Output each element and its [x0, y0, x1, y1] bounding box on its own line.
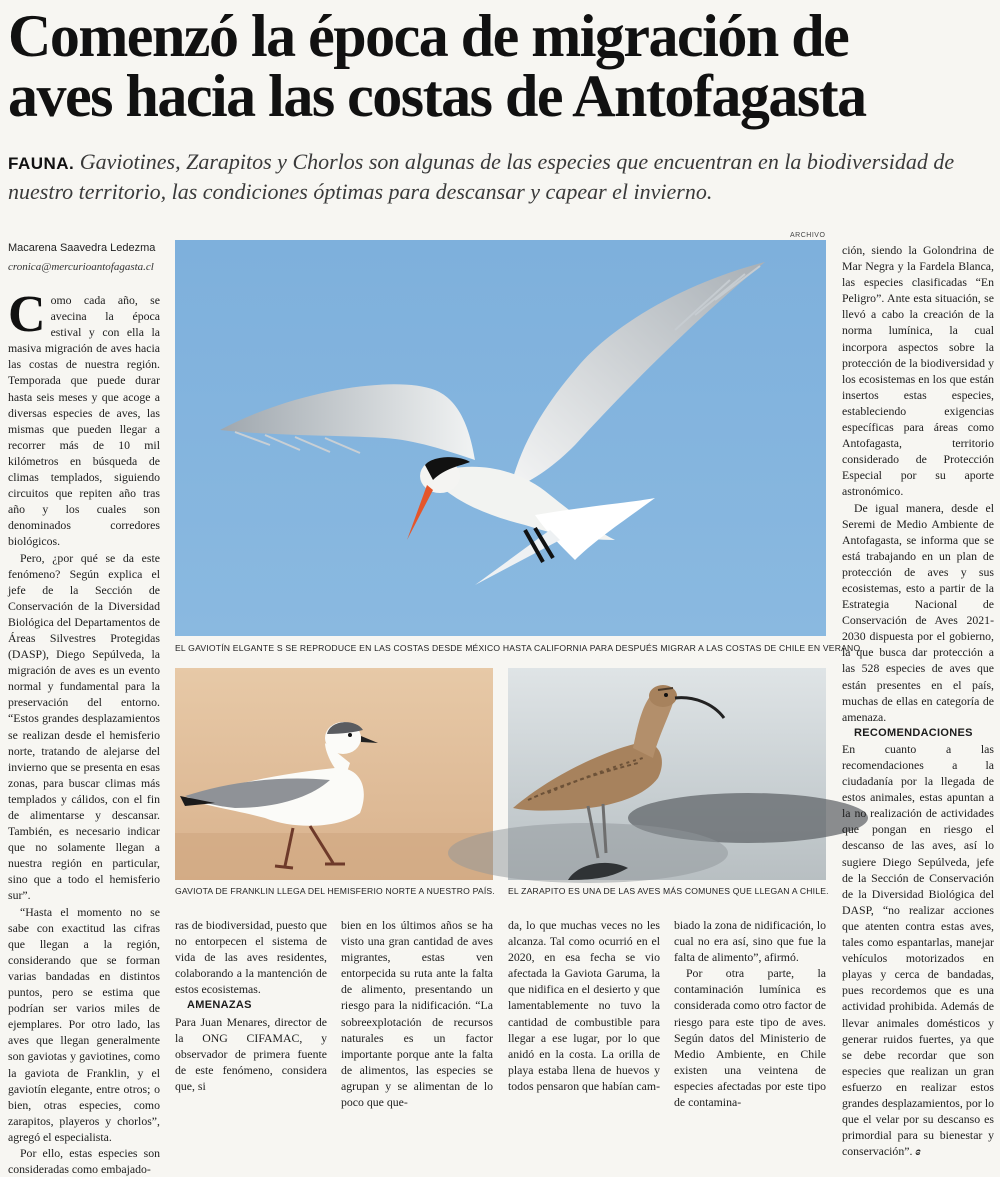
column-1-paragraph-4: Por ello, estas especies son consideradas como embajado- [8, 1145, 160, 1177]
elegant-tern-illustration [175, 240, 826, 636]
drop-cap: C [8, 286, 46, 343]
column-2-paragraph-1: ras de biodiversidad, puesto que no entorpecen el sistema de vida de las aves residentes, colaborando a la mantención de estos ecosistemas. [175, 918, 327, 997]
photo-franklin-gull [175, 668, 493, 880]
main-photo-elegant-tern [175, 240, 826, 636]
column-2 [175, 917, 327, 1092]
end-mark-icon: ɞ [915, 1144, 921, 1159]
column-5-paragraph-1: biado la zona de nidificación, lo cual no era así, sino que fue la falta de alimento”, afirmó. [674, 918, 826, 965]
column-3 [341, 917, 493, 1110]
deck-text: Gaviotines, Zarapitos y Chorlos son algunas de las especies que encuentran en la biodiversidad de nuestro territorio, las condiciones óptimas para descansar y capear el invierno. [8, 149, 955, 204]
column-5 [674, 917, 826, 1110]
column-6-paragraph-1: ción, siendo la Golondrina de Mar Negra y la Fardela Blanca, las especies clasificadas “En Peligro”. Ante esta situación, se llevó a cabo la creación de la norma lumínica, la cual incorpora aspectos sobre la protección de la biodiversidad y los ecosistemas en los que están insertos estas especies, estableciendo exigencias específicas para áreas como Antofagasta, territorio considerado de Protección Especial por su aporte astronómico. [842, 243, 994, 499]
whimbrel-illustration [508, 668, 826, 880]
column-1-paragraph-3: “Hasta el momento no se sabe con exactitud las cifras que llegan a la región, considerando que se forman varias bandadas en distintos puntos, pero se estima que podrían ser varios miles de ejemplares. Por otro lado, las aves que llegan generalmente son gaviotas y gaviotines, como la gaviota de Franklin, y el gaviotín elegante, entre otros; o bien, otras especies, como zarapitos, playeros y chorlos”, agregó el especialista. [8, 904, 160, 1144]
subhead-amenazas: AMENAZAS [187, 999, 252, 1012]
photo-credit: ARCHIVO [790, 232, 826, 239]
column-3-paragraph-1: bien en los últimos años se ha visto una gran cantidad de aves migrantes, estas ven entorpecida su ruta ante la falta de alimento, presentando un riesgo para la nidificación. “La sobreexplotación de recursos naturales es un factor importante porque ante la falta de alimentos, las especies se agrupan y se alimentan de lo poco que que- [341, 918, 493, 1110]
byline-author: Macarena Saavedra Ledezma [8, 242, 156, 254]
headline-line-2: aves hacia las costas de Antofagasta [8, 63, 866, 129]
subhead-recomendaciones: RECOMENDACIONES [854, 726, 973, 739]
deck [8, 148, 993, 206]
headline [8, 3, 998, 129]
column-4-paragraph-1: da, lo que muchas veces no les alcanza. Tal como ocurrió en el 2020, en esa fecha se vio afectada la Gaviota Garuma, la que nidifica en el desierto y que lamentablemente no tuvo la cantidad de combustible para llegar a ese lugar, por lo que anidó en la costa. La orilla de playa estaba llena de huevos y todos pensaron que habían cam- [508, 918, 661, 1093]
column-1-paragraph-1: Como cada año, se avecina la época estival y con ella la masiva migración de aves hacia las costas de nuestra región. Temporada que puede durar hasta seis meses y que acoge a diversas especies de aves, las mismas que pueden llegar a recorrer más de 10 mil kilómetros en búsqueda de climas templados, siguiendo circuitos que repiten año tras año y los cuales son denominados corredores biológicos. [8, 286, 160, 549]
byline-email[interactable]: cronica@mercurioantofagasta.cl [8, 261, 154, 273]
column-1-paragraph-2: Pero, ¿por qué se da este fenómeno? Según explica el jefe de la Sección de Conservación de la Diversidad Biológica del Departamentos de Áreas Silvestres Protegidas (DASP), Diego Sepúlveda, la migración de aves es un evento normal y fundamental para la preservación del entorno. “Estos grandes desplazamientos se realizan desde el hemisferio norte, tratando de alejarse del invierno que se presenta en esas zonas, para buscar climas más templados y cálidos, con el fin de alimentarse y descansar. También, es necesario indicar que no solamente llegan a nuestra región en particular, sino que a todo el hemisferio sur”. [8, 550, 160, 903]
headline-line-1: Comenzó la época de migración de [8, 3, 849, 69]
deck-kicker: FAUNA. [8, 154, 75, 173]
column-1 [8, 286, 160, 1177]
column-5-paragraph-2: Por otra parte, la contaminación lumínica es considerada como otro factor de riesgo para este tipo de aves. Según datos del Ministerio de Medio Ambiente, en Chile existen una veintena de especies afectadas por este tipo de contamina- [674, 966, 826, 1110]
column-6-paragraph-2: De igual manera, desde el Seremi de Medio Ambiente de Antofagasta, se informa que se está trabajando en un plan de protección de aves y sus ecosistemas, esto a partir de la Estrategia Nacional de Conservación de Aves 2021-2030 dispuesta por el gobierno, la que busca dar protección a las 528 especies de aves que están presentes en el país, muchas de ellas en categoría de amenaza. [842, 500, 994, 724]
main-photo-caption: EL GAVIOTÍN ELGANTE S SE REPRODUCE EN LAS COSTAS DESDE MÉXICO HASTA CALIFORNIA PARA DESPUÉS MIGRAR A LAS COSTAS DE CHILE EN VERANO. [175, 643, 863, 653]
column-6 [842, 242, 994, 1159]
left-photo-caption: GAVIOTA DE FRANKLIN LLEGA DEL HEMISFERIO NORTE A NUESTRO PAÍS. [175, 886, 495, 896]
column-2-paragraph-2: Para Juan Menares, director de la ONG CIFAMAC, y observador de primera fuente de este fenómeno, considera que, si [175, 1014, 327, 1093]
column-6-paragraph-3: En cuanto a las recomendaciones a la ciudadanía por la llegada de estos animales, estas apuntan a la no realización de actividades que pongan en riesgo el descanso de las aves, así lo sugiere Diego Sepúlveda, jefe de la Sección de Conservación de la Diversidad Biológica del DASP, “no realizar acciones que atenten contra estas aves, tales como espantarlas, manejar vehículos motorizados en playas y cerca de bandadas, pues recordemos que es una actividad prohibida. Además de llevar animales domésticos y generar ruidos fuertes, ya que se debe recordar que son especies que realizan un gran esfuerzo en realizar estos grandes desplazamientos, por lo que el velar por su descanso es primordial para su bienestar y conservación”. ɞ [842, 741, 994, 1159]
photo-whimbrel [508, 668, 826, 880]
franklin-gull-illustration [175, 668, 493, 880]
column-4 [508, 917, 660, 1092]
right-photo-caption: EL ZARAPITO ES UNA DE LAS AVES MÁS COMUNES QUE LLEGAN A CHILE. [508, 886, 829, 896]
